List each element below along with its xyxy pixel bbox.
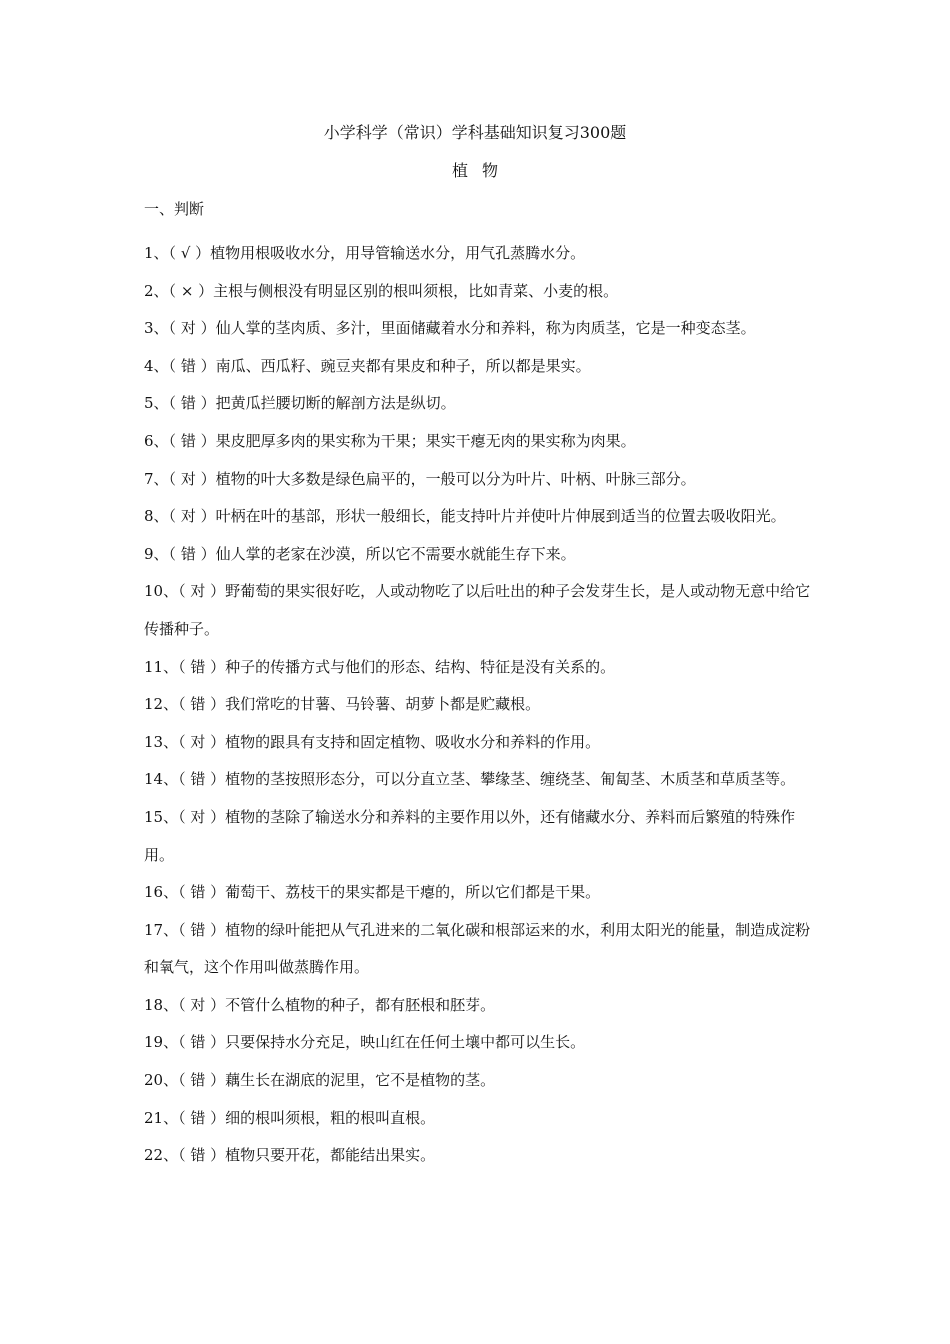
question-answer: （ 错 ） [178, 920, 226, 939]
question-text: 仙人掌的老家在沙漠，所以它不需要水就能生存下来。 [215, 544, 576, 563]
question-number: 8、 [144, 507, 169, 526]
question-text: 植物的绿叶能把从气孔进来的二氧化碳和根部运来的水，利用太阳光的能量，制造成淀粉和氧气，这个作用叫做蒸腾作用。 [144, 920, 811, 977]
question-item [144, 536, 814, 574]
question-text: 植物只要开花，都能结出果实。 [225, 1146, 436, 1165]
question-number: 14、 [144, 770, 179, 789]
question-item [144, 385, 814, 423]
question-number: 11、 [144, 657, 179, 676]
question-answer: （ 错 ） [178, 695, 226, 714]
question-item [144, 235, 814, 273]
question-item [144, 498, 814, 536]
question-number: 3、 [144, 319, 169, 338]
question-item [144, 423, 814, 461]
question-number: 10、 [144, 582, 179, 601]
question-answer: （ 对 ） [168, 507, 216, 526]
question-text: 植物的叶大多数是绿色扁平的，一般可以分为叶片、叶柄、叶脉三部分。 [215, 469, 696, 488]
question-item [144, 1137, 814, 1175]
question-text: 把黄瓜拦腰切断的解剖方法是纵切。 [215, 394, 456, 413]
question-answer: （ 错 ） [178, 1071, 226, 1090]
question-text: 植物的茎按照形态分，可以分直立茎、攀缘茎、缠绕茎、匍匐茎、木质茎和草质茎等。 [225, 770, 796, 789]
question-answer: （ 错 ） [168, 356, 216, 375]
question-number: 6、 [144, 431, 169, 450]
question-number: 22、 [144, 1146, 179, 1165]
question-text: 主根与侧根没有明显区别的根叫须根，比如青菜、小麦的根。 [213, 281, 619, 300]
question-item [144, 310, 814, 348]
question-answer: （ 错 ） [168, 431, 216, 450]
question-answer: （ 错 ） [178, 883, 226, 902]
question-number: 4、 [144, 356, 169, 375]
question-answer: （ 对 ） [178, 732, 226, 751]
question-text: 种子的传播方式与他们的形态、结构、特征是没有关系的。 [225, 657, 616, 676]
question-text: 叶柄在叶的基部，形状一般细长，能支持叶片并使叶片伸展到适当的位置去吸收阳光。 [215, 507, 786, 526]
question-text: 细的根叫须根，粗的根叫直根。 [225, 1108, 436, 1127]
question-answer: （ 错 ） [168, 544, 216, 563]
question-answer: （ 错 ） [178, 1108, 226, 1127]
question-number: 18、 [144, 995, 179, 1014]
question-answer: （ 对 ） [178, 582, 226, 601]
question-text: 南瓜、西瓜籽、豌豆夹都有果皮和种子，所以都是果实。 [215, 356, 591, 375]
question-text: 仙人掌的茎肉质、多汁，里面储藏着水分和养料，称为肉质茎，它是一种变态茎。 [215, 319, 756, 338]
question-item [144, 573, 814, 648]
question-number: 9、 [144, 544, 169, 563]
question-number: 5、 [144, 394, 169, 413]
question-item [144, 273, 814, 311]
question-answer: （ 对 ） [178, 807, 226, 826]
question-number: 12、 [144, 695, 179, 714]
question-text: 只要保持水分充足，映山红在任何土壤中都可以生长。 [225, 1033, 586, 1052]
question-item [144, 461, 814, 499]
question-text: 藕生长在湖底的泥里，它不是植物的茎。 [225, 1071, 496, 1090]
question-number: 2、 [144, 281, 169, 300]
question-item [144, 1062, 814, 1100]
question-item [144, 874, 814, 912]
question-answer: （ √ ） [168, 244, 211, 262]
question-item [144, 724, 814, 762]
question-number: 1、 [144, 244, 169, 262]
section-heading: 一、判断 [144, 200, 205, 218]
question-text: 植物用根吸收水分，用导管输送水分，用气孔蒸腾水分。 [210, 244, 586, 262]
question-text: 果皮肥厚多肉的果实称为干果；果实干瘪无肉的果实称为肉果。 [215, 431, 636, 450]
question-answer: （ 错 ） [168, 394, 216, 413]
question-item [144, 686, 814, 724]
question-text: 植物的跟具有支持和固定植物、吸收水分和养料的作用。 [225, 732, 601, 751]
question-number: 20、 [144, 1071, 179, 1090]
question-number: 17、 [144, 920, 179, 939]
question-item [144, 761, 814, 799]
document-title: 小学科学（常识）学科基础知识复习300题 [323, 123, 627, 142]
chapter-subtitle: 植物 [451, 161, 512, 180]
question-answer: （ × ） [168, 281, 214, 300]
question-text: 植物的茎除了输送水分和养料的主要作用以外，还有储藏水分、养料而后繁殖的特殊作用。 [144, 807, 796, 864]
question-number: 13、 [144, 732, 179, 751]
question-item [144, 1100, 814, 1138]
question-number: 15、 [144, 807, 179, 826]
question-item [144, 912, 814, 987]
question-answer: （ 错 ） [178, 1033, 226, 1052]
question-item [144, 649, 814, 687]
question-number: 16、 [144, 883, 179, 902]
question-number: 19、 [144, 1033, 179, 1052]
question-answer: （ 对 ） [168, 469, 216, 488]
question-item [144, 987, 814, 1025]
question-item [144, 348, 814, 386]
question-number: 21、 [144, 1108, 179, 1127]
question-number: 7、 [144, 469, 169, 488]
question-item [144, 799, 814, 874]
question-list [144, 235, 814, 1175]
question-answer: （ 错 ） [178, 770, 226, 789]
question-answer: （ 对 ） [168, 319, 216, 338]
question-answer: （ 错 ） [178, 657, 226, 676]
question-text: 我们常吃的甘薯、马铃薯、胡萝卜都是贮藏根。 [225, 695, 541, 714]
question-text: 不管什么植物的种子，都有胚根和胚芽。 [225, 995, 496, 1014]
question-answer: （ 对 ） [178, 995, 226, 1014]
question-answer: （ 错 ） [178, 1146, 226, 1165]
question-text: 野葡萄的果实很好吃，人或动物吃了以后吐出的种子会发芽生长，是人或动物无意中给它传播种子。 [144, 582, 811, 638]
question-item [144, 1024, 814, 1062]
question-text: 葡萄干、荔枝干的果实都是干瘪的，所以它们都是干果。 [225, 883, 601, 902]
